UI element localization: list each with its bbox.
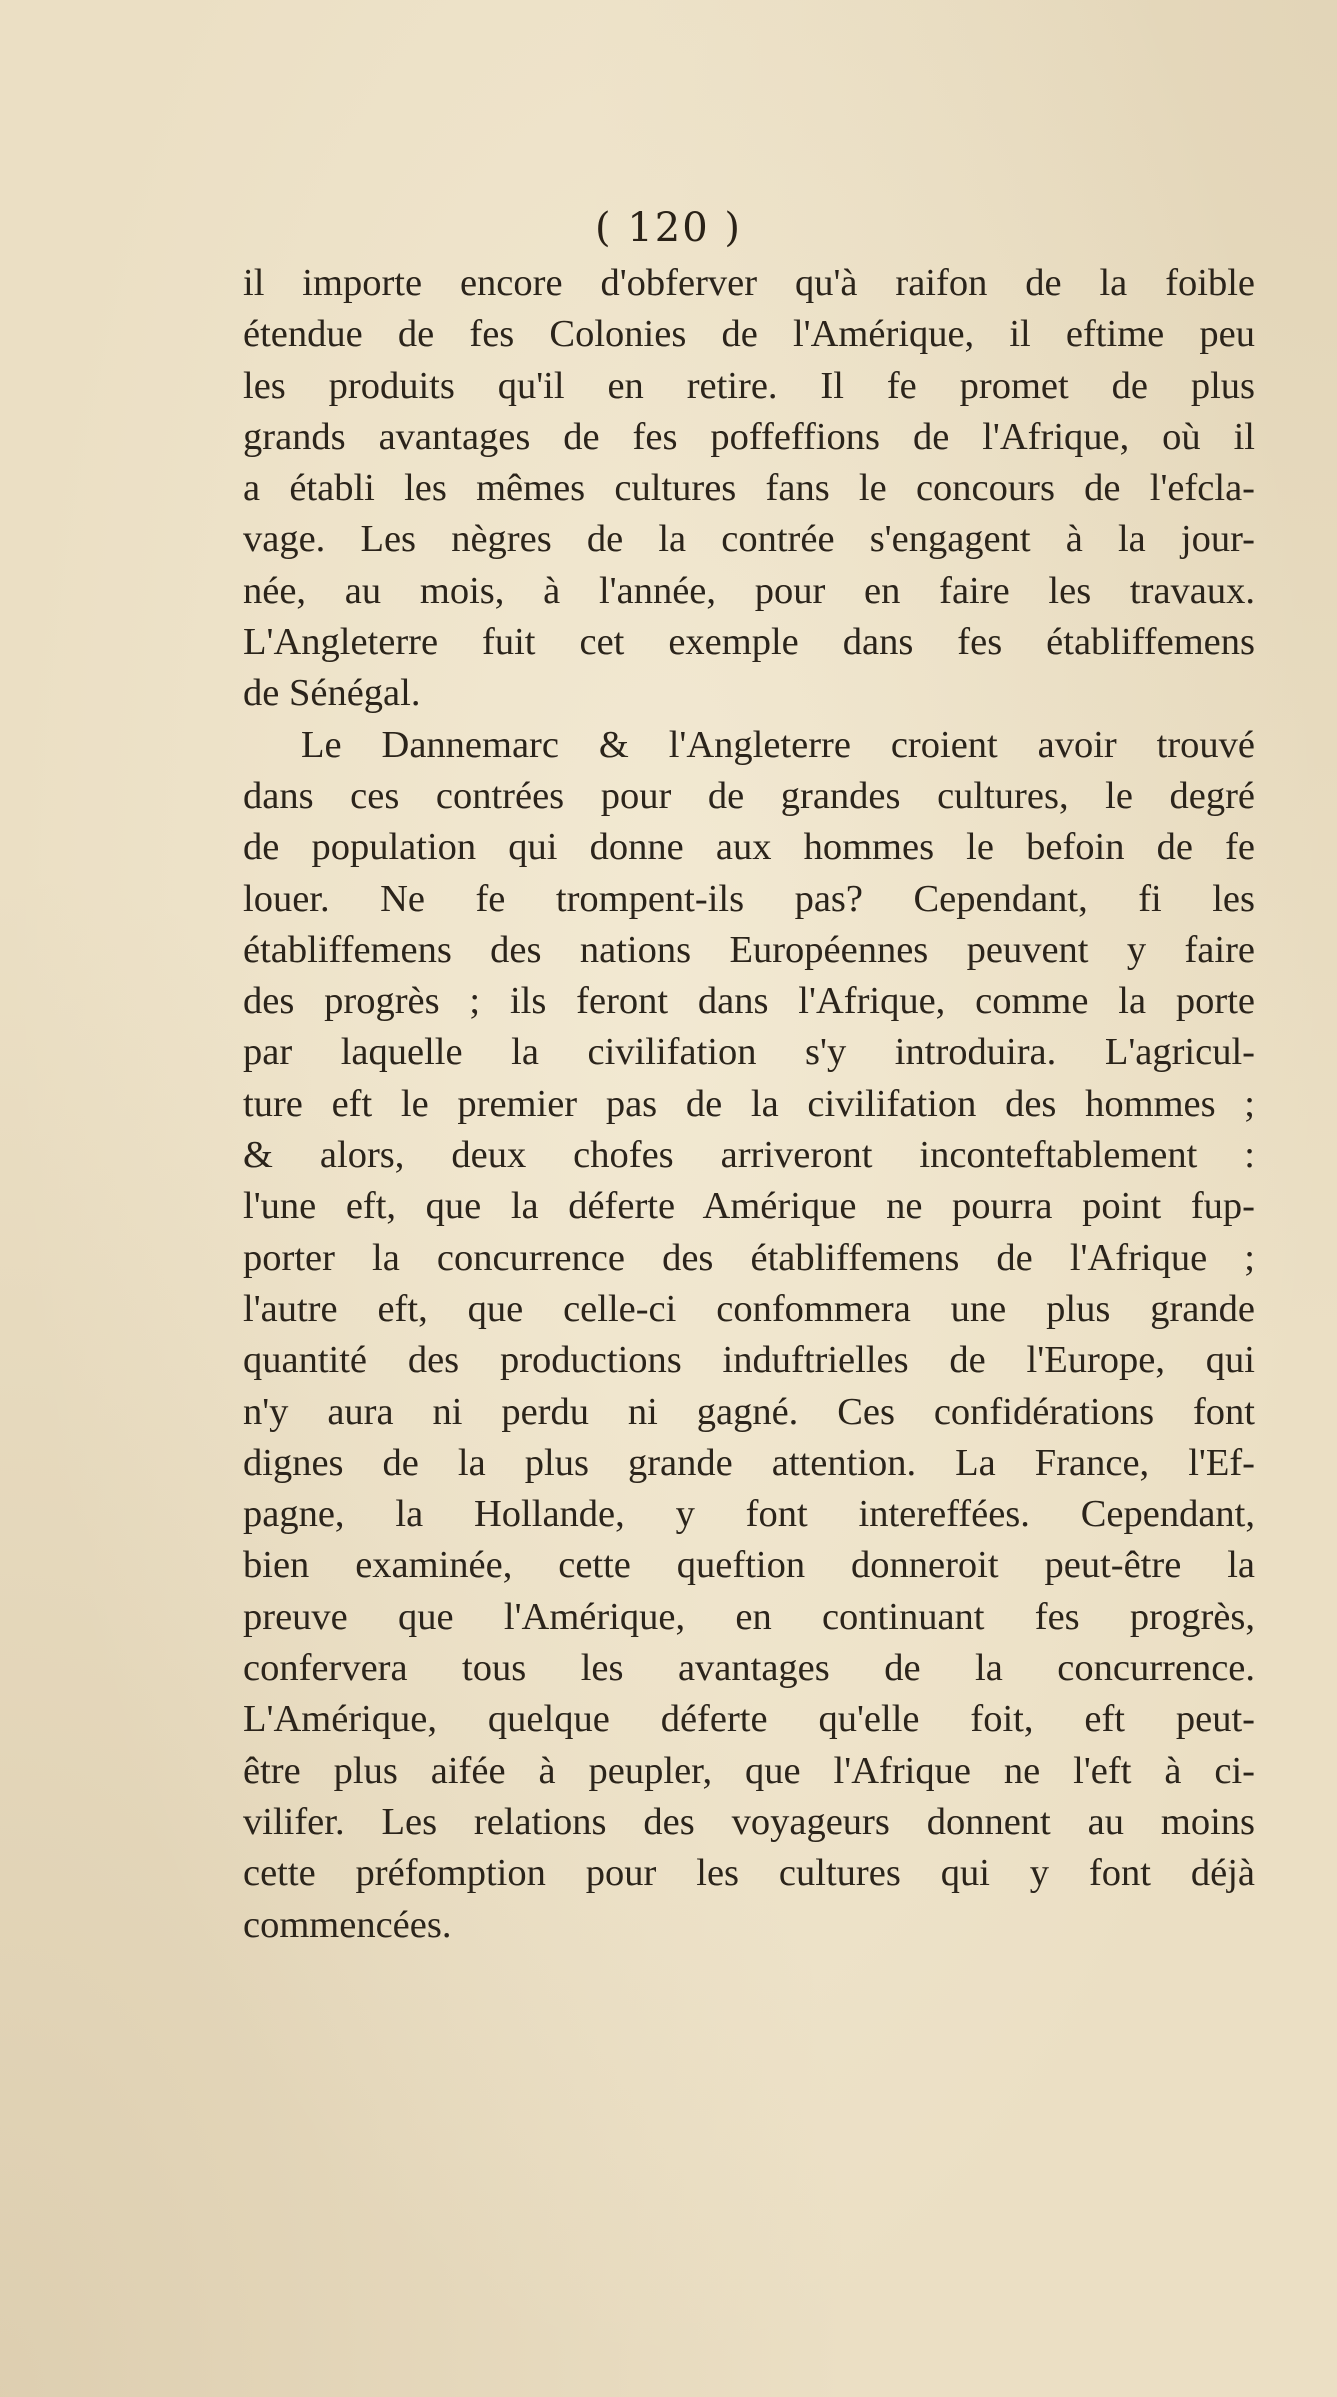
text-line: confervera tous les avantages de la concurrence. <box>243 1647 1255 1690</box>
text-line: par laquelle la civilifation s'y introduira. L'agricul- <box>243 1031 1255 1074</box>
text-line: des progrès ; ils feront dans l'Afrique, comme la porte <box>243 980 1255 1023</box>
text-line: grands avantages de fes poffeffions de l'Afrique, où il <box>243 415 1255 458</box>
text-line: L'Angleterre fuit cet exemple dans fes établiffemens <box>243 621 1255 664</box>
text-line: a établi les mêmes cultures fans le concours de l'efcla- <box>243 467 1255 510</box>
text-line: ture eft le premier pas de la civilifation des hommes ; <box>243 1082 1255 1125</box>
text-line: dignes de la plus grande attention. La France, l'Ef- <box>243 1441 1255 1484</box>
text-line: n'y aura ni perdu ni gagné. Ces confidérations font <box>243 1390 1255 1433</box>
text-line: établiffemens des nations Européennes peuvent y faire <box>243 928 1255 971</box>
text-line: porter la concurrence des établiffemens de l'Afrique ; <box>243 1236 1255 1279</box>
text-line: dans ces contrées pour de grandes cultures, le degré <box>243 774 1255 817</box>
text-line: de population qui donne aux hommes le befoin de fe <box>243 826 1255 869</box>
text-line: les produits qu'il en retire. Il fe promet de plus <box>243 364 1255 407</box>
text-line: preuve que l'Amérique, en continuant fes progrès, <box>243 1595 1255 1638</box>
text-line: Le Dannemarc & l'Angleterre croient avoir trouvé <box>301 723 1255 766</box>
text-line: pagne, la Hollande, y font intereffées. Cependant, <box>243 1493 1255 1536</box>
text-line: L'Amérique, quelque déferte qu'elle foit, eft peut- <box>243 1698 1255 1741</box>
text-line: vage. Les nègres de la contrée s'engagent à la jour- <box>243 518 1255 561</box>
text-line: cette préfomption pour les cultures qui y font déjà <box>243 1852 1255 1895</box>
page-number: ( 120 ) <box>595 205 742 251</box>
text-line: bien examinée, cette queftion donneroit peut-être la <box>243 1544 1255 1587</box>
text-line: & alors, deux chofes arriveront inconteftablement : <box>243 1134 1255 1177</box>
text-line: de Sénégal. <box>243 672 421 715</box>
text-line: louer. Ne fe trompent-ils pas? Cependant, fi les <box>243 877 1255 920</box>
text-line: l'une eft, que la déferte Amérique ne pourra point fup- <box>243 1185 1255 1228</box>
text-line: née, au mois, à l'année, pour en faire les travaux. <box>243 569 1255 612</box>
text-line: étendue de fes Colonies de l'Amérique, il eftime peu <box>243 313 1255 356</box>
text-line: être plus aifée à peupler, que l'Afrique ne l'eft à ci- <box>243 1749 1255 1792</box>
body-text <box>243 258 1255 1951</box>
text-line: vilifer. Les relations des voyageurs donnent au moins <box>243 1800 1255 1843</box>
text-line: l'autre eft, que celle-ci confommera une plus grande <box>243 1287 1255 1330</box>
text-line: commencées. <box>243 1903 452 1946</box>
text-line: il importe encore d'obferver qu'à raifon de la foible <box>243 262 1255 304</box>
text-line: quantité des productions induftrielles de l'Europe, qui <box>243 1339 1255 1382</box>
